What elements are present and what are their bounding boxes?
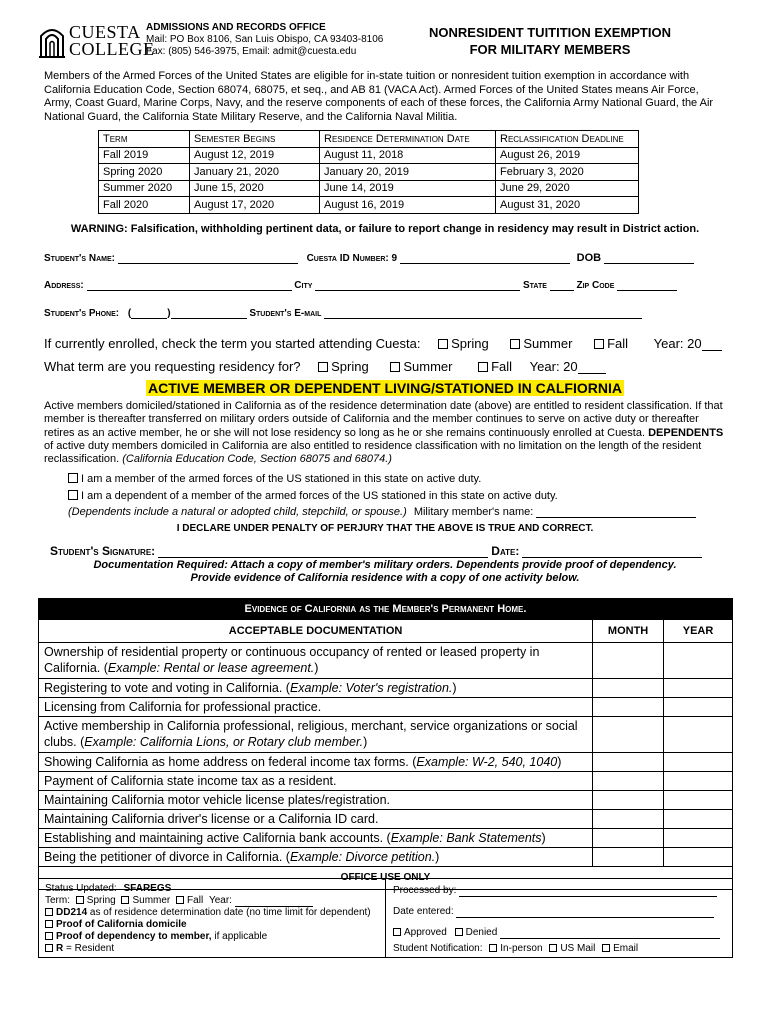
- evidence-text: Being the petitioner of divorce in California. (: [44, 850, 290, 864]
- month-field[interactable]: [593, 791, 664, 810]
- office-fax: Fax: (805) 546-3975, Email: admit@cuesta.edu: [146, 46, 357, 57]
- student-name-label: Student's Name:: [44, 253, 115, 264]
- year-field[interactable]: [664, 829, 733, 848]
- dd214-label: DD214: [56, 907, 88, 918]
- enrolled-spring-checkbox[interactable]: [438, 339, 448, 349]
- evidence-item: [39, 717, 593, 753]
- term-dates-table: [98, 130, 639, 214]
- signature-label: Student's Signature:: [50, 544, 156, 558]
- member-checkbox[interactable]: [68, 473, 78, 483]
- active-p1: Active members domiciled/stationed in California as of the residence determination date (above) are entitled to resident classification. If that member is thereafter transferred on military orders outside of California and the member continues to serve on active duty or thereafter retires as an active member, he or she will not lose residency so long as he or she remains continuously enrolled at Cuesta.: [44, 400, 723, 439]
- table-row: [39, 772, 733, 791]
- active-citation: (California Education Code, Section 68075 and 68074.): [119, 453, 392, 466]
- cell: Spring 2020: [99, 164, 190, 181]
- approved-label: Approved: [404, 927, 447, 938]
- evidence-text: Active membership in California professional, religious, merchant, service organizations or social clubs. (: [44, 719, 578, 749]
- form-title: [405, 24, 695, 58]
- year-field[interactable]: [664, 753, 733, 772]
- zip-label: Zip Code: [576, 280, 615, 291]
- city-label: City: [294, 280, 313, 291]
- enrolled-year-field[interactable]: [702, 339, 722, 351]
- year-field[interactable]: [664, 698, 733, 717]
- dependent-option-label: I am a dependent of a member of the armed forces of the US stationed in this state on active duty.: [81, 490, 558, 502]
- evidence-end: ): [541, 831, 546, 845]
- table-row: [99, 164, 639, 181]
- evidence-text: Maintaining California driver's license or a California ID card.: [44, 812, 379, 826]
- office-year-field[interactable]: [235, 898, 313, 907]
- year-field[interactable]: [664, 679, 733, 698]
- evidence-table: [38, 598, 733, 890]
- year-field[interactable]: [664, 772, 733, 791]
- cell: August 17, 2020: [190, 197, 320, 214]
- col-month: MONTH: [593, 620, 664, 643]
- address-field[interactable]: [87, 281, 292, 291]
- table-row: [39, 848, 733, 867]
- dependents-note: (Dependents include a natural or adopted child, stepchild, or spouse.): [68, 506, 407, 518]
- month-field[interactable]: [593, 810, 664, 829]
- evidence-columns-row: [39, 620, 733, 643]
- date-label: Date:: [491, 544, 520, 558]
- status-updated-label: Status Updated:: [45, 883, 117, 894]
- evidence-item: [39, 772, 593, 791]
- evidence-example: Example: Divorce petition.: [289, 850, 436, 864]
- office-summer-checkbox[interactable]: [121, 896, 129, 904]
- enrolled-summer-checkbox[interactable]: [510, 339, 520, 349]
- evidence-text: Payment of California state income tax as a resident.: [44, 774, 337, 788]
- dependents-note-line: [68, 506, 696, 518]
- cell: August 31, 2020: [496, 197, 639, 214]
- signature-field[interactable]: [158, 546, 488, 558]
- requesting-year-field[interactable]: [578, 362, 606, 374]
- logo-wordmark: [69, 24, 154, 58]
- resident-rest: = Resident: [63, 943, 115, 954]
- month-field[interactable]: [593, 772, 664, 791]
- month-field[interactable]: [593, 753, 664, 772]
- office-fall-label: Fall: [187, 895, 204, 906]
- term-table-header: [99, 131, 639, 148]
- doc-required-line-2: Provide evidence of California residence with a copy of one activity below.: [190, 572, 580, 584]
- denied-label: Denied: [465, 927, 498, 938]
- documentation-required: [0, 559, 770, 585]
- year-field[interactable]: [664, 848, 733, 867]
- evidence-text: Ownership of residential property or continuous occupancy of rented or leased property in California. (: [44, 645, 540, 675]
- evidence-end: ): [557, 755, 562, 769]
- zip-field[interactable]: [617, 281, 677, 291]
- evidence-item: [39, 791, 593, 810]
- enrolled-summer-label: Summer: [523, 336, 573, 351]
- in-person-checkbox[interactable]: [489, 944, 497, 952]
- evidence-end: ): [452, 681, 457, 695]
- status-updated-value: SFAREGS: [123, 883, 172, 894]
- name-id-line: [44, 252, 694, 264]
- signature-line: [50, 544, 702, 558]
- evidence-item: [39, 829, 593, 848]
- address-label: Address:: [44, 280, 84, 291]
- college-logo-mark: [39, 22, 65, 58]
- logo-line-1: CUESTA: [69, 22, 141, 42]
- resident-checkbox[interactable]: [45, 944, 53, 952]
- cuesta-id-label: Cuesta ID Number: 9: [306, 253, 398, 264]
- office-use-box: [38, 878, 733, 958]
- email-field[interactable]: [324, 309, 642, 319]
- title-line-1: NONRESIDENT TUITITION EXEMPTION: [429, 25, 671, 40]
- table-row: [39, 679, 733, 698]
- perjury-declaration: I DECLARE UNDER PENALTY OF PERJURY THAT THE ABOVE IS TRUE AND CORRECT.: [176, 523, 594, 534]
- phone-field[interactable]: [171, 309, 247, 319]
- requesting-fall-label: Fall: [491, 359, 513, 374]
- dependency-checkbox[interactable]: [45, 932, 53, 940]
- year-field[interactable]: [664, 791, 733, 810]
- date-entered-field[interactable]: [456, 908, 714, 918]
- evidence-text: Establishing and maintaining active California bank accounts. (: [44, 831, 391, 845]
- table-row: [39, 698, 733, 717]
- active-p2: of active duty members domiciled in California are also entitled to residence classification with no limitation on the length of the resident reclassification.: [44, 439, 702, 466]
- cell: Summer 2020: [99, 180, 190, 197]
- doc-required-line-1: Documentation Required: Attach a copy of member's military orders. Dependents provide proof of dependency.: [93, 559, 677, 571]
- col-acceptable-documentation: ACCEPTABLE DOCUMENTATION: [39, 620, 593, 643]
- date-entered-label: Date entered:: [393, 906, 454, 917]
- office-info: [146, 22, 383, 58]
- cell: June 14, 2019: [320, 180, 496, 197]
- cell: January 20, 2019: [320, 164, 496, 181]
- dependents-bold: DEPENDENTS: [648, 426, 724, 439]
- proof-domicile-label: Proof of California domicile: [56, 919, 187, 930]
- active-member-paragraph: [44, 400, 729, 466]
- active-member-banner: [0, 380, 770, 396]
- cell: Fall 2020: [99, 197, 190, 214]
- col-year: YEAR: [664, 620, 733, 643]
- title-line-2: FOR MILITARY MEMBERS: [469, 42, 631, 57]
- enrolled-spring-label: Spring: [451, 336, 489, 351]
- table-row: [39, 810, 733, 829]
- cell: Fall 2019: [99, 147, 190, 164]
- year-field[interactable]: [664, 717, 733, 753]
- email-checkbox[interactable]: [602, 944, 610, 952]
- enrolled-question: If currently enrolled, check the term you started attending Cuesta:: [44, 336, 421, 351]
- email-label: Student's E-mail: [249, 308, 322, 319]
- cell: August 16, 2019: [320, 197, 496, 214]
- city-field[interactable]: [315, 281, 520, 291]
- in-person-label: In-person: [500, 943, 543, 954]
- evidence-item: [39, 848, 593, 867]
- month-field[interactable]: [593, 679, 664, 698]
- resident-code: R: [56, 943, 64, 954]
- office-name: ADMISSIONS AND RECORDS OFFICE: [146, 22, 326, 33]
- cell: February 3, 2020: [496, 164, 639, 181]
- email-notify-label: Email: [613, 943, 639, 954]
- dd214-checkbox[interactable]: [45, 908, 53, 916]
- approved-checkbox[interactable]: [393, 928, 401, 936]
- area-code-field[interactable]: [131, 309, 167, 319]
- dob-label: DOB: [576, 252, 602, 264]
- evidence-text: Registering to vote and voting in California. (: [44, 681, 290, 695]
- enrolled-fall-checkbox[interactable]: [594, 339, 604, 349]
- office-spring-label: Spring: [86, 895, 116, 906]
- table-row: [99, 197, 639, 214]
- evidence-example: Example: W-2, 540, 1040: [416, 755, 558, 769]
- notification-label: Student Notification:: [393, 943, 483, 954]
- year-field[interactable]: [664, 643, 733, 679]
- evidence-example: Example: Voter's registration.: [289, 681, 453, 695]
- table-row: [99, 147, 639, 164]
- domicile-checkbox[interactable]: [45, 920, 53, 928]
- enrolled-line: [44, 336, 722, 351]
- dob-field[interactable]: [604, 254, 694, 264]
- warning-text: WARNING: Falsification, withholding pertinent data, or failure to report change in residency may result in District action.: [70, 223, 700, 235]
- month-field[interactable]: [593, 829, 664, 848]
- evidence-text: Licensing from California for professional practice.: [44, 700, 322, 714]
- requesting-fall-checkbox[interactable]: [478, 362, 488, 372]
- office-mail: Mail: PO Box 8106, San Luis Obispo, CA 93403-8106: [146, 34, 384, 45]
- requesting-question: What term are you requesting residency for?: [44, 359, 301, 374]
- table-row: [39, 829, 733, 848]
- table-row: [99, 180, 639, 197]
- dependent-checkbox[interactable]: [68, 490, 78, 500]
- evidence-end: ): [435, 850, 440, 864]
- cell: August 11, 2018: [320, 147, 496, 164]
- col-semester-begins: Semester Begins: [190, 131, 320, 148]
- evidence-example: Example: Bank Statements: [390, 831, 542, 845]
- cell: June 29, 2020: [496, 180, 639, 197]
- phone-paren-close: ): [167, 308, 171, 319]
- cell: January 21, 2020: [190, 164, 320, 181]
- year-field[interactable]: [664, 810, 733, 829]
- member-option: [68, 473, 481, 485]
- state-field[interactable]: [550, 281, 574, 291]
- cuesta-id-field[interactable]: [400, 254, 570, 264]
- evidence-item: [39, 643, 593, 679]
- requesting-year-label: Year: 20: [529, 359, 578, 374]
- signature-date-field[interactable]: [522, 546, 702, 558]
- enrolled-fall-label: Fall: [607, 336, 629, 351]
- cell: June 15, 2020: [190, 180, 320, 197]
- table-row: [39, 753, 733, 772]
- us-mail-checkbox[interactable]: [549, 944, 557, 952]
- phone-label: Student's Phone:: [44, 308, 120, 319]
- col-term: Term: [99, 131, 190, 148]
- evidence-item: [39, 698, 593, 717]
- table-row: [39, 717, 733, 753]
- requesting-summer-checkbox[interactable]: [390, 362, 400, 372]
- requesting-line: [44, 359, 606, 374]
- banner-text: ACTIVE MEMBER OR DEPENDENT LIVING/STATIONED IN CALFIORNIA: [148, 380, 622, 396]
- cell: August 26, 2019: [496, 147, 639, 164]
- dd214-rest: as of residence determination date (no time limit for dependent): [87, 907, 371, 918]
- col-residence-date: Residence Determination Date: [320, 131, 496, 148]
- proof-dependency-label: Proof of dependency to member,: [56, 931, 212, 942]
- us-mail-label: US Mail: [560, 943, 596, 954]
- month-field[interactable]: [593, 643, 664, 679]
- member-name-field[interactable]: [536, 507, 696, 518]
- college-logo: [39, 22, 155, 60]
- table-row: [39, 791, 733, 810]
- office-spring-checkbox[interactable]: [76, 896, 84, 904]
- cell: August 12, 2019: [190, 147, 320, 164]
- evidence-item: [39, 753, 593, 772]
- processed-by-label: Processed by:: [393, 885, 457, 896]
- table-row: [39, 643, 733, 679]
- evidence-end: ): [363, 735, 368, 749]
- requesting-summer-label: Summer: [403, 359, 453, 374]
- office-fall-checkbox[interactable]: [176, 896, 184, 904]
- evidence-example: Example: Rental or lease agreement.: [107, 661, 315, 675]
- enrolled-year-label: Year: 20: [653, 336, 702, 351]
- requesting-spring-label: Spring: [331, 359, 369, 374]
- office-use-right: [387, 879, 732, 957]
- member-name-label: Military member's name:: [413, 506, 534, 518]
- approval-notes-field[interactable]: [500, 929, 720, 939]
- address-line: [44, 280, 677, 291]
- month-field[interactable]: [593, 848, 664, 867]
- office-use-heading: OFFICE USE ONLY: [39, 867, 733, 890]
- evidence-text: Maintaining California motor vehicle license plates/registration.: [44, 793, 391, 807]
- month-field[interactable]: [593, 698, 664, 717]
- requesting-spring-checkbox[interactable]: [318, 362, 328, 372]
- phone-email-line: [44, 308, 642, 319]
- member-option-label: I am a member of the armed forces of the US stationed in this state on active duty.: [81, 473, 482, 485]
- processed-by-field[interactable]: [459, 887, 717, 897]
- logo-line-2: COLLEGE: [69, 39, 155, 59]
- student-name-field[interactable]: [118, 254, 298, 264]
- evidence-example: Example: California Lions, or Rotary club member.: [84, 735, 364, 749]
- proof-dependency-rest: if applicable: [211, 931, 268, 942]
- evidence-heading: Evidence of California as the Member's Permanent Home.: [39, 599, 733, 620]
- office-use-left: [39, 879, 386, 957]
- state-label: State: [522, 280, 547, 291]
- phone-paren-open: (: [127, 308, 132, 319]
- office-summer-label: Summer: [132, 895, 171, 906]
- evidence-item: [39, 810, 593, 829]
- dependent-option: [68, 490, 558, 502]
- denied-checkbox[interactable]: [455, 928, 463, 936]
- evidence-end: ): [314, 661, 319, 675]
- office-year-label: Year:: [208, 895, 232, 906]
- evidence-header-row: [39, 599, 733, 620]
- evidence-item: [39, 679, 593, 698]
- evidence-text: Showing California as home address on federal income tax forms. (: [44, 755, 417, 769]
- office-term-label: Term:: [45, 895, 70, 906]
- intro-paragraph: Members of the Armed Forces of the United States are eligible for in-state tuition or nonresident tuition exemption in accordance with California Education Code, Section 68074, 68075, et seq., and AB 81 (VACA Act). Armed Forces of the United States means Air Force, Army, Coast Guard, Marine Corps, Navy, and the reserve components of each of these forces, the California Army National Guard, the Air National Guard, the California State Military Reserve, and the California Naval Militia.: [44, 70, 714, 123]
- month-field[interactable]: [593, 717, 664, 753]
- col-reclass-deadline: Reclassification Deadline: [496, 131, 639, 148]
